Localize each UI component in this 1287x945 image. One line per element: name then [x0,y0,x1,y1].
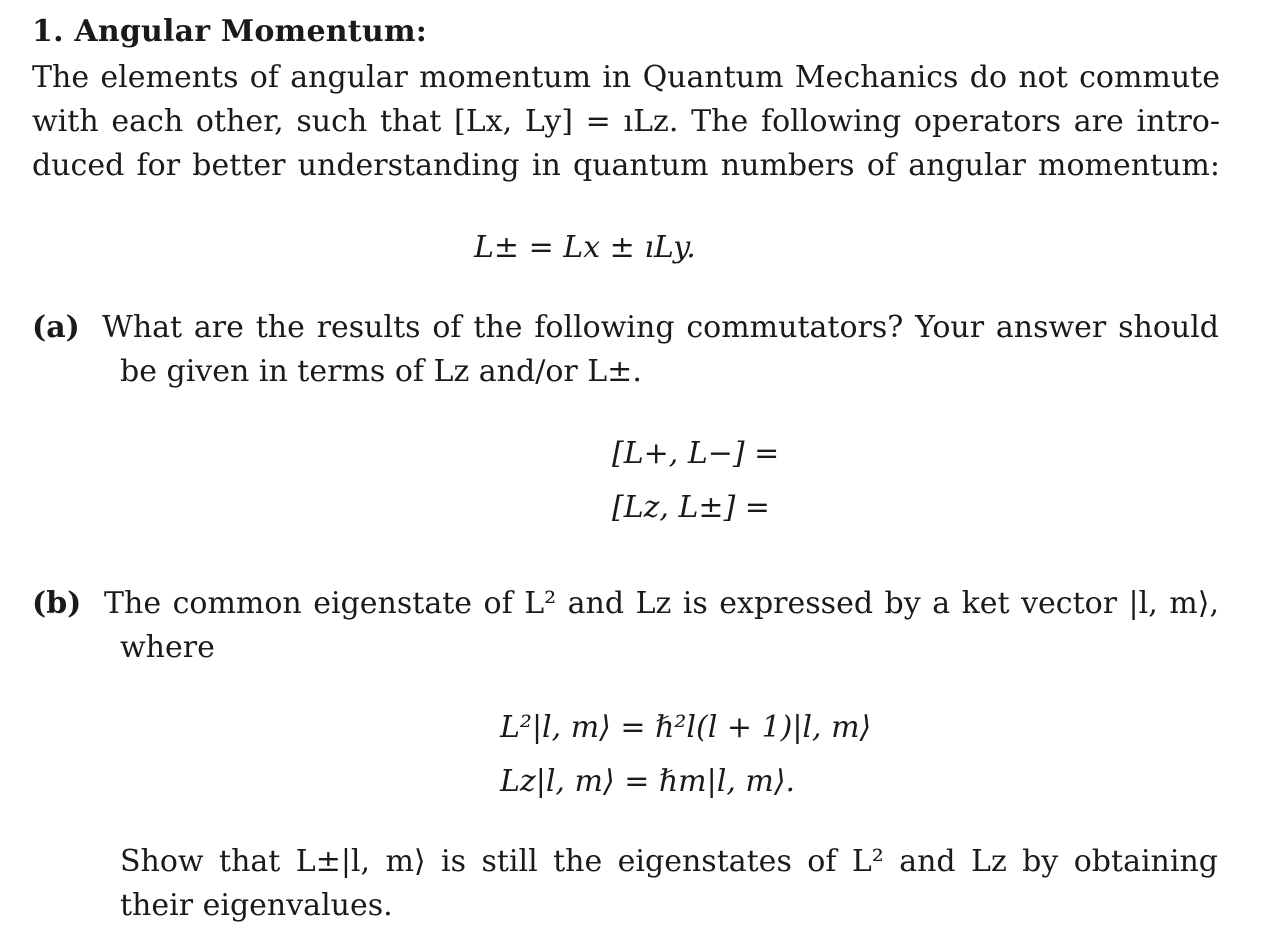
part-b-task-line-2: their eigenvalues. [120,888,393,923]
part-b-line-1: The common eigenstate of L² and Lz is expressed by a ket vector |l, m⟩, [104,586,1219,621]
intro-line-3: duced for better understanding in quantum numbers of angular momentum: [32,148,1220,183]
intro-line-2: with each other, such that [Lx, Ly] = ıLz. The following operators are intro- [32,104,1220,139]
commutator-z-pm: [Lz, L±] = [612,490,770,525]
part-b-task-line-1: Show that L±|l, m⟩ is still the eigenstates of L² and Lz by obtaining [120,844,1218,879]
part-a-label: (a) [32,310,80,345]
eigenvalue-equation-l-squared: L²|l, m⟩ = ℏ²l(l + 1)|l, m⟩ [500,710,872,745]
part-b-label: (b) [32,586,82,621]
problem-heading: 1. Angular Momentum: [32,14,428,49]
part-a-line-1: What are the results of the following commutators? Your answer should [102,310,1219,345]
part-b-line-2: where [120,630,215,665]
commutator-plus-minus: [L+, L−] = [612,436,780,471]
part-a-line-2: be given in terms of Lz and/or L±. [120,354,642,389]
eigenvalue-equation-lz: Lz|l, m⟩ = ℏm|l, m⟩. [500,764,796,799]
intro-line-1: The elements of angular momentum in Quantum Mechanics do not commute [32,60,1220,95]
ladder-operator-equation: L± = Lx ± ıLy. [474,230,696,265]
